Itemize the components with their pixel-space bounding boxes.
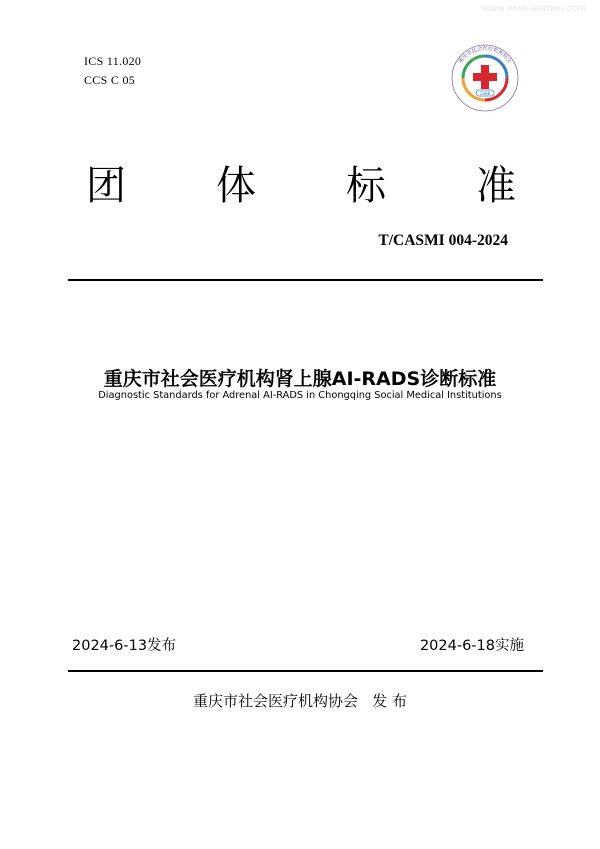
logo-year: 1988 — [479, 90, 491, 96]
ics-code: ICS 11.020 — [84, 54, 142, 68]
bottom-divider — [68, 670, 543, 672]
logo-ring-text: 重庆市社会医疗机构协会 — [457, 46, 513, 65]
classification-codes — [84, 52, 141, 90]
document-type-heading — [86, 162, 516, 210]
title-chinese: 重庆市社会医疗机构肾上腺AI-RADS诊断标准 — [103, 368, 497, 390]
association-logo — [450, 43, 520, 113]
implement-date: 2024-6-18实施 — [419, 638, 524, 654]
logo-seal-icon — [450, 43, 520, 113]
doc-type-char: 标 — [346, 163, 386, 209]
doc-type-char: 体 — [216, 163, 256, 209]
doc-type-char: 准 — [476, 163, 516, 209]
publisher-line: 重庆市社会医疗机构协会 发 布 — [192, 692, 408, 710]
doc-type-char: 团 — [86, 163, 126, 209]
title-english: Diagnostic Standards for Adrenal AI-RADS in Chongqing Social Medical Institutions — [98, 390, 502, 401]
top-divider — [68, 279, 543, 281]
ccs-code: CCS C 05 — [84, 73, 136, 87]
watermark-text: www.xxxbiaozhun.com — [482, 4, 586, 14]
publish-date: 2024-6-13发布 — [72, 638, 177, 654]
standard-number: T/CASMI 004-2024 — [378, 232, 508, 249]
